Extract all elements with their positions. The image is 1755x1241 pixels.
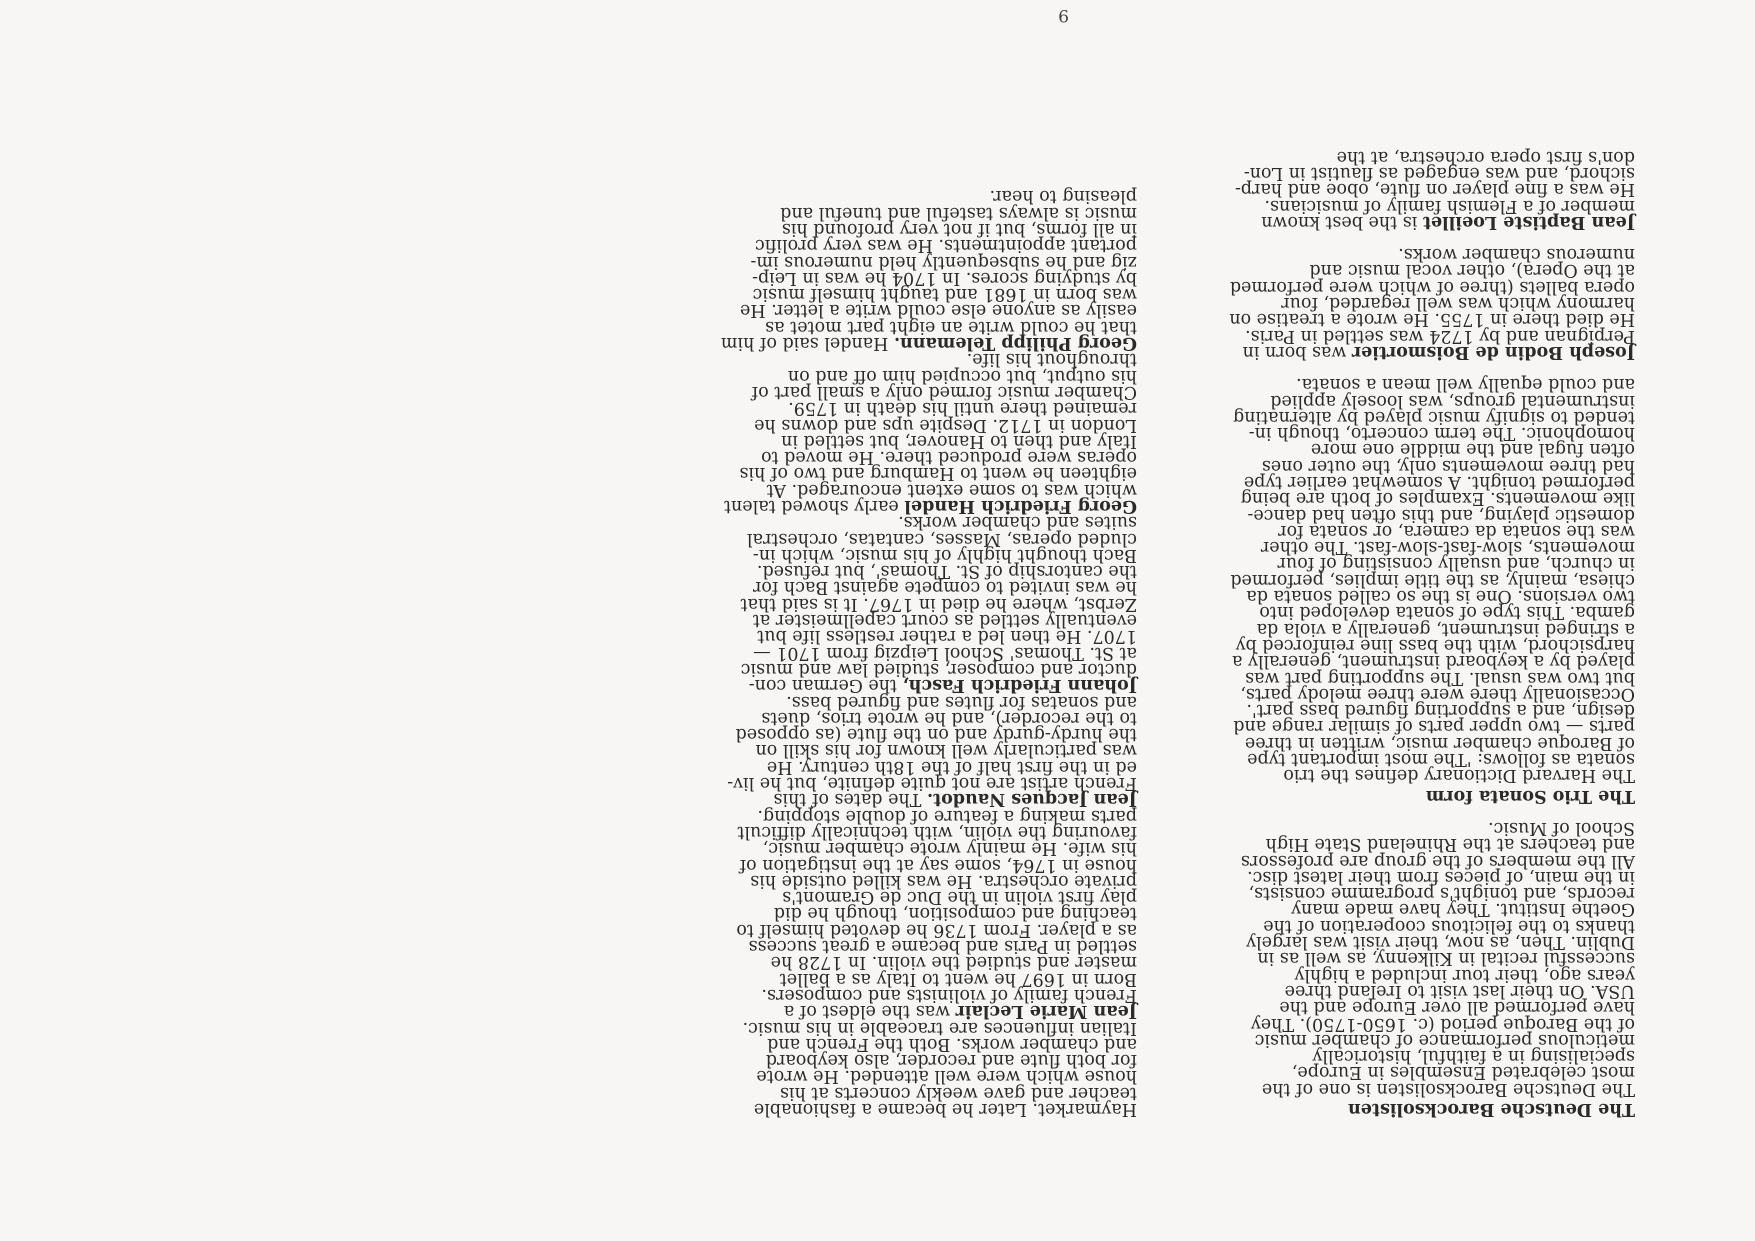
composer-name-boismortier: Joseph Bodin de Boismortier xyxy=(1351,341,1635,362)
paragraph-leclair xyxy=(592,805,1137,1022)
composer-bio-telemann: Handel said of him that he could write an eight part motet as easily as anyone else could write a letter. He was born in 1681 and taught himself music by studying scores. In 1704 he was in Leip- zig and he subsequently held numerous im- portant appointments. He was very prolific in all forms, but if not very profound his music is always tasteful and tuneful and pleasing to hear. xyxy=(720,186,1137,354)
paragraph-handel xyxy=(592,349,1137,517)
composer-bio-leclair: was the eldest of a French family of violinists and composers. Born in 1697 he went to Italy as a ballet master and studied the violin. In 1728 he settled in Paris and became a great success as a player. From 1736 he devoted himself to teaching and composition, though he did play first violin in the Duc de Gramont's private orchestra. He was killed outside his house in 1764, some say at the instigation of his wife. He mainly wrote chamber music, favouring the violin, with technically difficult parts making a feature of double stopping. xyxy=(736,805,1137,1022)
paragraph-naudot xyxy=(592,691,1137,810)
paragraph-boismortier xyxy=(1115,246,1635,360)
composer-bio-handel: early showed talent which was to some extent encouraged. At eighteen he went to Hamburg and two of his operas were produced there. He moved to Italy and then to Hanover, but settled in London in 1712. Despite ups and downs he remained there until his death in 1759. Chamber music formed only a small part of his output, but occupied him off and on throughout his life. xyxy=(724,349,1137,517)
paragraph-fasch xyxy=(592,512,1137,696)
composer-name-loeillet: Jean Baptiste Loeillet xyxy=(1422,211,1635,232)
page-number: 9 xyxy=(1058,5,1069,25)
composer-name-fasch: Johann Friedrich Fasch, xyxy=(902,675,1137,696)
paragraph-loeillet-continued: Haymarket. Later he became a fashionable teacher and gave weekly concerts at his house which were well attended. He wrote for both flute and recorder, also keyboard and chamber works. Both the French and Italian influences are traceable in his music. xyxy=(742,1017,1137,1119)
section-heading-deutsche-barocksolisten: The Deutsche Barocksolisten xyxy=(1348,1099,1635,1119)
section-heading-trio-sonata: The Trio Sonata form xyxy=(1425,785,1635,806)
composer-bio-loeillet: is the best known member of a Flemish family of musicians. He was a fine player on flute, oboe and harp- sichord, and was engaged as flautist in Lon- don's first opera orchestra, at the xyxy=(1234,146,1635,232)
paragraph-deutsche-barocksolisten: The Deutsche Barocksolisten is one of the most celebrated Ensembles in Europe, specialising in a faithful, historically meticulous performance of chamber music of the Baroque period (c. 1650-1750). They have performed all over Europe and the USA. On their last visit to Ireland three years ago, their tour included a highly successful recital in Kilkenny, as well as in Dublin. Then, as now, their visit was largely thanks to the felicitous cooperation of the Goethe Institut. They have made many records, and tonight's programme consists, in the main, of pieces from their latest disc. All the members of the group are professors and teachers at the Rhineland State High School of Music. xyxy=(1240,817,1635,1099)
composer-name-telemann: Georg Philipp Telemann. xyxy=(893,333,1137,354)
composer-bio-fasch: the German con- ductor and composer, studied law and music at St. Thomas' School Leipzig from 1701 — 1707. He then led a rather restless life but eventually settled as court capellmeister at Zerbst, where he died in 1767. It is said that he was invited to compete against Bach for the cantorship of St. Thomas', but refused. Bach thought highly of his music, which in- cluded operas, Masses, cantatas, orchestral suites and chamber works. xyxy=(740,512,1137,696)
paragraph-loeillet xyxy=(1115,146,1635,232)
composer-name-leclair: Jean Marie Leclair xyxy=(955,1001,1137,1022)
paragraph-telemann xyxy=(592,186,1137,354)
composer-bio-boismortier: was born in Perpignan and by 1724 was settled in Paris. He died there in 1755. He wrote a treatise on harmony which was well regarded, four opera ballets (three of which were performed at the Opera), other vocal music and numerous chamber works. xyxy=(1229,244,1635,362)
composer-name-naudot: Jean Jacques Naudot. xyxy=(926,789,1137,810)
right-column xyxy=(592,188,1137,1117)
paragraph-trio-sonata: The Harvard Dictionary defines the trio sonata as follows: 'The most important type of Baroque chamber music, written in three parts — two upper parts of similar range and design, and a supporting figured bass part'. Occasionally there were three melody parts, but two was usual. The supporting part was played by a keyboard instrument, generally a harpsichord, with the bass line reinforced by a stringed instrument, generally a viola da gamba. This type of sonata developed into two versions. One is the so called sonata da chiesa, mainly, as the title implies, performed in church, and usually consisting of four movements, slow-fast-slow-fast. The other was the sonata da camera, or sonata for domestic playing, and this often had dance- like movements. Examples of both are being performed tonight. A somewhat earlier type had three movements only, the outer ones often fugal and the middle one more homophonic. The term concerto, though in- tended to signify music played by alternating instrumental groups, was loosely applied and could equally well mean a sonata. xyxy=(1230,374,1635,786)
composer-name-handel: Georg Friedrich Handel xyxy=(904,496,1137,517)
composer-bio-naudot: The dates of this French artist are not quite definite, but he liv- ed in the first half of the 18th century. He was particularly well known for his skill on the hurdy-gurdy and on the flute (as opposed to the recorder), and he wrote trios, duets and sonatas for flutes and figured bass. xyxy=(727,691,1137,810)
left-column xyxy=(1115,148,1635,1117)
